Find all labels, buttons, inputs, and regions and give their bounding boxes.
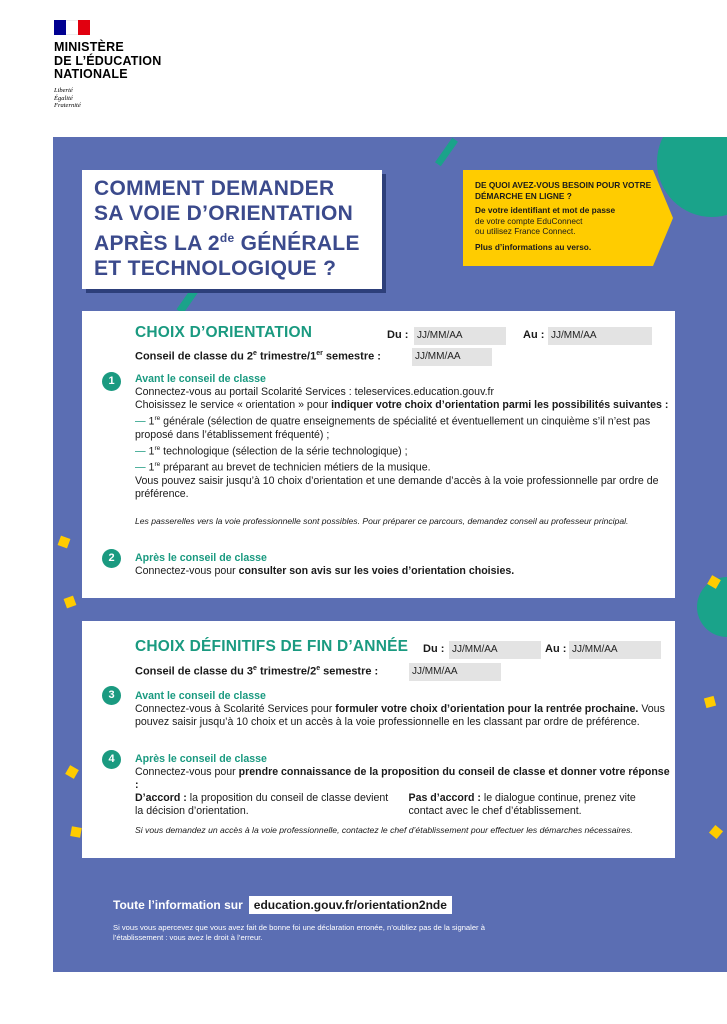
conseil-text: trimestre/1 [256, 350, 317, 363]
step-number-badge: 1 [102, 372, 121, 391]
option-text: préparant au brevet de technicien métiers de la musique. [160, 461, 431, 474]
option-dash: — [135, 415, 149, 428]
title-line [94, 226, 372, 256]
conseil-text: semestre : [322, 350, 381, 363]
au-label: Au : [545, 643, 567, 655]
info-bold: De votre identifiant et mot de passe [475, 205, 616, 215]
step-text: Connectez-vous pour [135, 565, 239, 577]
decor-shape [435, 138, 458, 167]
title-text: APRÈS LA 2 [94, 232, 220, 255]
title-sup: de [219, 231, 235, 245]
option-line [135, 442, 670, 459]
orientation-choice-card [82, 311, 675, 598]
info-heading: DE QUOI AVEZ-VOUS BESOIN POUR VOTRE DÉMARCHE EN LIGNE ? [475, 180, 652, 201]
ministry-line: NATIONALE [54, 67, 128, 81]
step-1-text [135, 373, 670, 501]
step-text: Choisissez le service « orientation » pour [135, 399, 332, 411]
conseil-label [135, 350, 381, 363]
option-text: 1 [148, 415, 155, 428]
ministry-line: MINISTÈRE [54, 40, 124, 54]
au-label: Au : [523, 329, 545, 341]
step-2-text [135, 552, 670, 578]
step-bold: consulter son avis sur les voies d’orientation choisies. [238, 565, 515, 577]
step-heading: Après le conseil de classe [135, 552, 267, 564]
decor-shape [709, 825, 723, 839]
step-line [135, 565, 670, 578]
motto-line: Liberté [54, 87, 73, 94]
ministry-line: DE L’ÉDUCATION [54, 53, 162, 68]
du-date-field[interactable]: JJ/MM/AA [449, 641, 541, 659]
option-dash: — [135, 461, 149, 474]
conseil-text: Conseil de classe du 2 [135, 350, 253, 363]
option-text: 1 [148, 461, 155, 474]
step-text: Connectez-vous à Scolarité Services pour [135, 703, 336, 715]
au-date-field[interactable]: JJ/MM/AA [569, 641, 661, 659]
section-title: CHOIX D’ORIENTATION [135, 324, 313, 341]
decor-shape [64, 596, 77, 609]
step-text: Connectez-vous pour [135, 766, 239, 778]
title-line: SA VOIE D’ORIENTATION [94, 202, 354, 225]
du-label: Du : [387, 329, 409, 341]
republic-motto [54, 87, 81, 110]
final-choice-card [82, 621, 675, 858]
conseil-date-field[interactable]: JJ/MM/AA [409, 663, 501, 681]
conseil-date-field[interactable]: JJ/MM/AA [412, 348, 492, 366]
step-heading: Avant le conseil de classe [135, 690, 266, 702]
footer-info-label: Toute l’information sur [113, 898, 243, 912]
option-text: générale (sélection de quatre enseignements de spécialité et éventuellement un cinquième s’il n’est pas proposé dans l’établissement fréquenté) ; [135, 415, 651, 441]
step-bold: formuler votre choix d’orientation pour la rentrée prochaine. [335, 703, 639, 715]
requirements-info-box [463, 170, 673, 266]
step-1-note: Les passerelles vers la voie professionnelle sont possibles. Pour préparer ce parcours, demandez conseil au professeur principal. [135, 516, 629, 526]
accord-option [135, 792, 397, 818]
ministry-name [54, 41, 161, 82]
republic-flag-logo [54, 20, 90, 35]
accord-label: D’accord : [135, 792, 187, 804]
conseil-sup: e [253, 350, 257, 357]
decor-shape [704, 696, 716, 708]
pas-accord-text: le dialogue continue, prenez vite contact avec le chef d’établissement. [408, 792, 636, 817]
step-number-badge: 3 [102, 686, 121, 705]
conseil-text: Conseil de classe du 3 [135, 665, 253, 678]
option-sup: re [154, 444, 161, 452]
option-sup: re [154, 415, 161, 422]
step-3-text [135, 690, 670, 729]
accord-text: la proposition du conseil de classe devient la décision d’orientation. [135, 792, 389, 817]
step-number-badge: 2 [102, 549, 121, 568]
option-sup: re [154, 461, 161, 469]
step-line [135, 766, 670, 792]
title-text: GÉNÉRALE [234, 232, 360, 255]
conseil-sup: e [316, 665, 321, 672]
step-line [135, 703, 670, 729]
step-4-note: Si vous demandez un accès à la voie professionnelle, contactez le chef d’établissement pour effectuer les démarches nécessaires. [135, 825, 633, 835]
option-text: 1 [148, 445, 155, 458]
step-line: Connectez-vous au portail Scolarité Services : teleservices.education.gouv.fr [135, 386, 494, 398]
step-line [135, 399, 670, 412]
step-bold: indiquer votre choix d’orientation parmi les possibilités suivantes : [331, 399, 669, 411]
decor-shape [70, 826, 82, 838]
step-number-badge: 4 [102, 750, 121, 769]
option-line [135, 412, 670, 442]
conseil-text: semestre : [320, 665, 379, 678]
pas-accord-option [409, 792, 671, 818]
info-text [475, 205, 675, 216]
decor-shape [58, 536, 71, 549]
step-heading: Après le conseil de classe [135, 753, 267, 765]
conseil-text: trimestre/2 [256, 665, 317, 678]
motto-line: Fraternité [54, 102, 81, 109]
footer-info [113, 896, 452, 914]
du-date-field[interactable]: JJ/MM/AA [414, 327, 506, 345]
title-line: ET TECHNOLOGIQUE ? [94, 257, 337, 280]
orientation-url-link[interactable]: education.gouv.fr/orientation2nde [249, 896, 452, 914]
section-title: CHOIX DÉFINITIFS DE FIN D’ANNÉE [135, 638, 409, 655]
du-label: Du : [423, 643, 445, 655]
option-dash: — [135, 445, 149, 458]
step-bold: prendre connaissance de la proposition du conseil de classe et donner votre réponse : [135, 766, 670, 791]
page-title [82, 170, 382, 289]
answer-options [135, 792, 670, 818]
option-line [135, 458, 670, 475]
step-heading: Avant le conseil de classe [135, 373, 266, 385]
step-line: Vous pouvez saisir jusqu’à 10 choix d’orientation et une demande d’accès à la voie professionnelle par ordre de préférence. [135, 474, 659, 500]
au-date-field[interactable]: JJ/MM/AA [548, 327, 652, 345]
info-text: ou utilisez France Connect. [475, 226, 576, 236]
motto-line: Égalité [54, 94, 73, 102]
step-text: Vous pouvez saisir jusqu’à 10 choix et un accès à la voie professionnelle en les classant par ordre de préférence. [135, 703, 665, 728]
info-more: Plus d’informations au verso. [475, 241, 592, 252]
option-text: technologique (sélection de la série technologique) ; [160, 445, 408, 458]
conseil-sup: e [253, 665, 257, 672]
footer-note: Si vous vous apercevez que vous avez fait de bonne foi une déclaration erronée, n’oubliez pas de la signaler à l’établissement : vous avez le droit à l’erreur. [113, 923, 485, 942]
conseil-label [135, 665, 378, 678]
info-text: de votre compte EduConnect [475, 215, 583, 226]
pas-accord-label: Pas d’accord : [408, 792, 481, 804]
conseil-sup: er [316, 350, 323, 357]
decor-shape [65, 765, 79, 779]
step-4-text [135, 753, 670, 818]
title-line: COMMENT DEMANDER [94, 177, 335, 200]
